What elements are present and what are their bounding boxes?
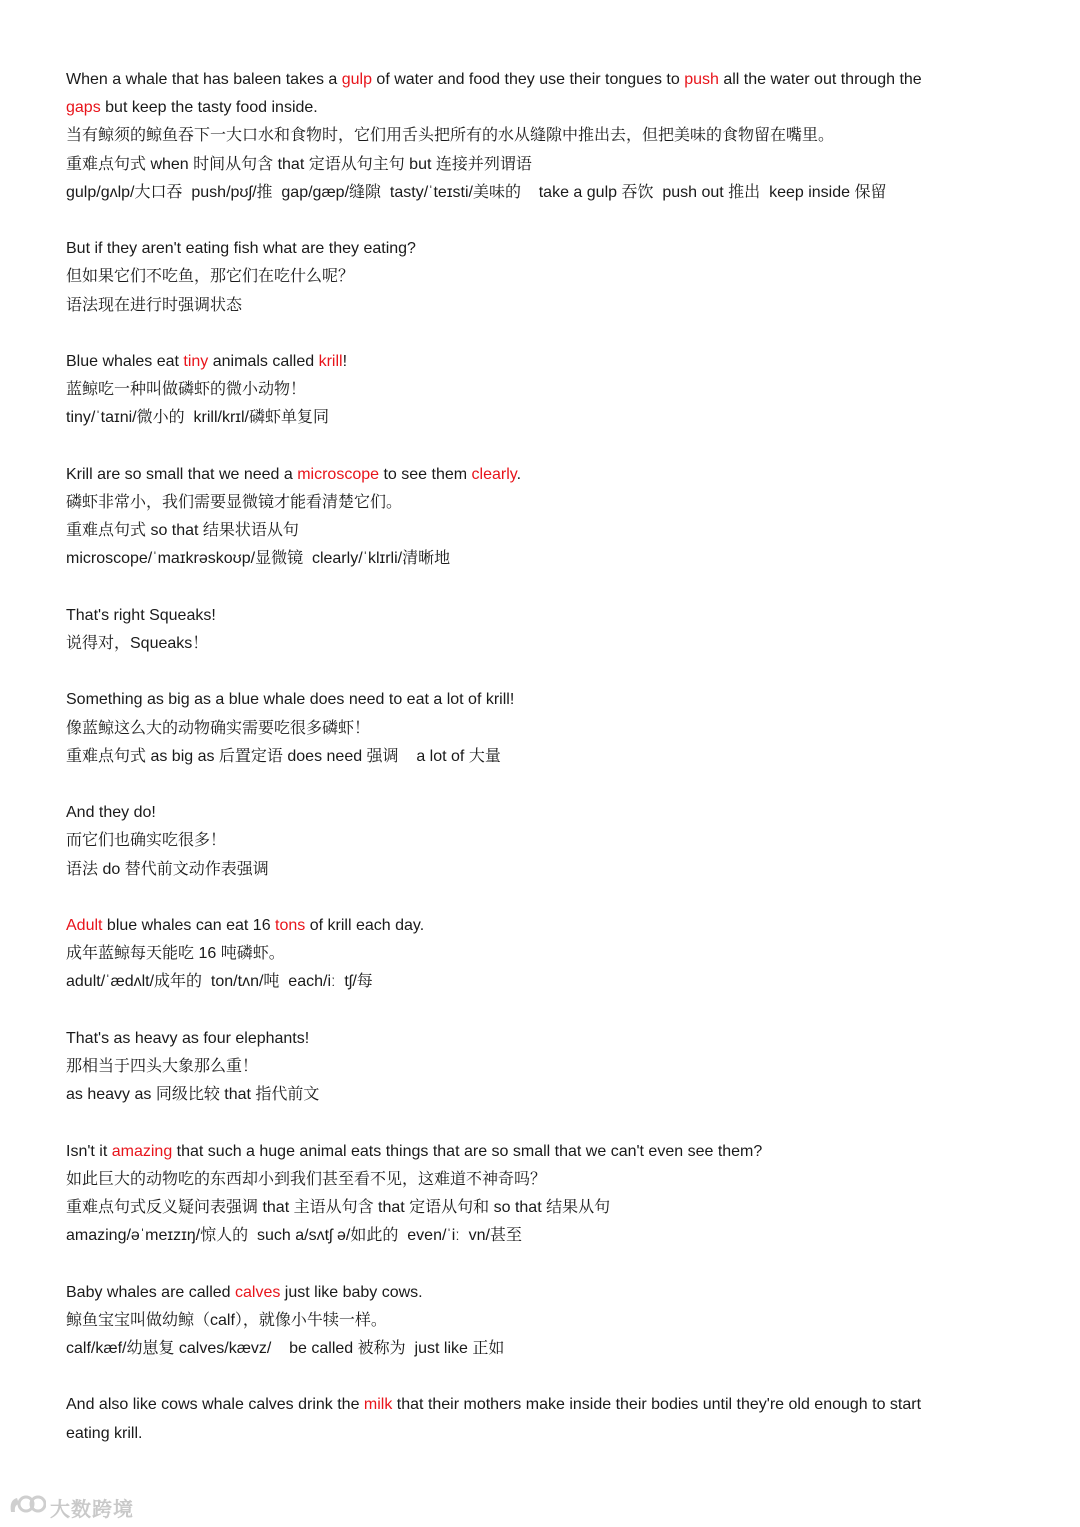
text-line [66,1053,1026,1081]
paragraph-gap [66,1363,1026,1391]
text-line [66,292,1026,320]
text-line [66,630,1026,658]
text-segment: animals called [208,353,319,370]
text-segment: And also like cows whale calves drink the [66,1396,364,1414]
text-line [66,404,1026,432]
paragraph-gap [66,1109,1026,1137]
text-segment: Blue whales eat [66,353,184,370]
text-line [66,1081,1026,1109]
text-line [66,856,1026,884]
highlighted-word: gulp [341,71,372,88]
text-line [66,1194,1026,1222]
text-segment: When a whale that has baleen takes a [66,71,342,88]
text-segment: 但如果它们不吃鱼，那它们在吃什么呢？ [66,268,355,286]
paragraph-gap [66,207,1026,235]
text-segment: all the water out through the [718,71,922,88]
highlighted-word: clearly [471,465,517,483]
highlighted-word: calves [234,1283,281,1301]
text-line [66,179,1026,207]
text-segment: 磷虾非常小，我们需要显微镜才能看清楚它们。 [66,494,403,511]
paragraph-block [66,602,1026,658]
text-segment: just like baby cows. [280,1283,423,1301]
paragraph-block [66,799,1026,884]
text-segment: 鲸鱼宝宝叫做幼鲸（calf），就像小牛犊一样。 [66,1311,387,1329]
text-line [66,545,1026,573]
watermark-text: 大数跨境 [50,1496,134,1521]
text-segment: Krill are so small that we need a [66,465,298,483]
text-line [66,1420,1026,1448]
text-line [66,1025,1026,1053]
text-line [66,715,1026,743]
text-segment: eating krill. [66,1424,143,1442]
highlighted-word: krill [318,353,343,370]
document-page [66,66,1026,1448]
text-segment: 当有鲸须的鲸鱼吞下一大口水和食物时，它们用舌头把所有的水从缝隙中推出去，但把美味的食物留在嘴里。 [66,127,835,145]
text-segment: of water and food they use their tongues to [371,71,685,88]
text-segment: . [516,465,522,483]
text-line [66,263,1026,291]
text-line [66,517,1026,545]
highlighted-word: milk [363,1396,393,1414]
paragraph-gap [66,1250,1026,1278]
paragraph-gap [66,884,1026,912]
text-line [66,1391,1026,1419]
text-segment: ! [342,353,348,370]
text-segment: 说得对，Squeaks！ [66,635,209,652]
text-segment: as heavy as 同级比较 that 指代前文 [66,1086,320,1104]
text-segment: of krill each day. [305,916,425,934]
highlighted-word: microscope [297,465,380,483]
text-line [66,1335,1026,1363]
text-segment: That's as heavy as four elephants! [66,1029,310,1047]
paragraph-block [66,1025,1026,1110]
watermark [8,1491,134,1523]
text-segment: 重难点句式 as big as 后置定语 does need 强调 a lot of 大量 [66,747,501,765]
paragraph-gap [66,320,1026,348]
text-line [66,799,1026,827]
paragraph-gap [66,433,1026,461]
text-segment: amazing/əˈmeɪzɪŋ/惊人的 such a/sʌtʃ ə/如此的 even/ˈiː vn/甚至 [66,1227,522,1245]
text-line [66,1222,1026,1250]
text-segment: 语法 do 替代前文动作表强调 [66,860,269,878]
text-segment: tiny/ˈtaɪni/微小的 krill/krɪl/磷虾单复同 [66,409,329,427]
highlighted-word: amazing [111,1142,173,1160]
text-segment: adult/ˈædʌlt/成年的 ton/tʌn/吨 each/iː tʃ/每 [66,973,373,991]
text-line [66,461,1026,489]
text-segment: but keep the tasty food inside. [100,99,318,117]
text-line [66,235,1026,263]
text-segment: 而它们也确实吃很多！ [66,832,227,850]
text-line [66,94,1026,122]
text-line [66,66,1026,94]
text-segment: 像蓝鲸这么大的动物确实需要吃很多磷虾！ [66,719,371,737]
paragraph-block [66,461,1026,574]
paragraph-block [66,235,1026,320]
text-line [66,1307,1026,1335]
text-line [66,151,1026,179]
text-segment: 重难点句式 so that 结果状语从句 [66,522,299,540]
text-line [66,489,1026,517]
text-segment: 成年蓝鲸每天能吃 16 吨磷虾。 [66,945,285,963]
text-segment: Isn't it [66,1142,112,1160]
text-segment: to see them [379,465,472,483]
text-line [66,1279,1026,1307]
text-segment: calf/kæf/幼崽复 calves/kævz/ be called 被称为 just like 正如 [66,1339,505,1357]
text-segment: 重难点句式 when 时间从句含 that 定语从句主句 but 连接并列谓语 [66,155,532,173]
text-line [66,968,1026,996]
highlighted-word: tiny [183,353,209,370]
text-segment: 那相当于四头大象那么重！ [66,1057,259,1075]
brand-logo-icon [8,1492,50,1523]
paragraph-block [66,1138,1026,1251]
paragraph-gap [66,574,1026,602]
text-segment: 如此巨大的动物吃的东西却小到我们甚至看不见，这难道不神奇吗？ [66,1170,547,1188]
paragraph-block [66,1279,1026,1364]
text-segment: gulp/ɡʌlp/大口吞 push/pʊʃ/推 gap/ɡæp/缝隙 tasty/ˈteɪsti/美味的 take a gulp 吞饮 push out 推出 keep inside 保留 [66,183,887,201]
text-segment: 蓝鲸吃一种叫做磷虾的微小动物！ [66,381,307,399]
highlighted-word: push [684,71,719,88]
highlighted-word: tons [275,916,306,934]
text-line [66,602,1026,630]
text-segment: 语法现在进行时强调状态 [66,296,243,314]
highlighted-word: Adult [66,916,103,934]
text-line [66,912,1026,940]
text-segment: Something as big as a blue whale does need to eat a lot of krill! [66,691,515,709]
text-line [66,348,1026,376]
text-line [66,743,1026,771]
text-line [66,1166,1026,1194]
text-line [66,940,1026,968]
paragraph-block [66,686,1026,771]
text-segment: Baby whales are called [66,1283,235,1301]
paragraph-gap [66,997,1026,1025]
text-segment: that their mothers make inside their bodies until they're old enough to start [392,1396,922,1414]
paragraph-gap [66,658,1026,686]
paragraph-block [66,348,1026,433]
text-segment: That's right Squeaks! [66,606,216,624]
paragraph-block [66,66,1026,207]
text-line [66,122,1026,150]
paragraph-block [66,912,1026,997]
paragraph-gap [66,771,1026,799]
paragraph-block [66,1391,1026,1447]
text-segment: But if they aren't eating fish what are they eating? [66,240,416,258]
text-segment: blue whales can eat 16 [102,916,276,934]
text-line [66,376,1026,404]
text-segment: that such a huge animal eats things that are so small that we can't even see them? [172,1142,763,1160]
highlighted-word: gaps [66,99,101,117]
text-line [66,1138,1026,1166]
text-segment: And they do! [66,804,156,822]
text-line [66,827,1026,855]
text-segment: microscope/ˈmaɪkrəskoʊp/显微镜 clearly/ˈklɪrli/清晰地 [66,550,451,568]
text-line [66,686,1026,714]
text-segment: 重难点句式反义疑问表强调 that 主语从句含 that 定语从句和 so that 结果从句 [66,1198,611,1216]
